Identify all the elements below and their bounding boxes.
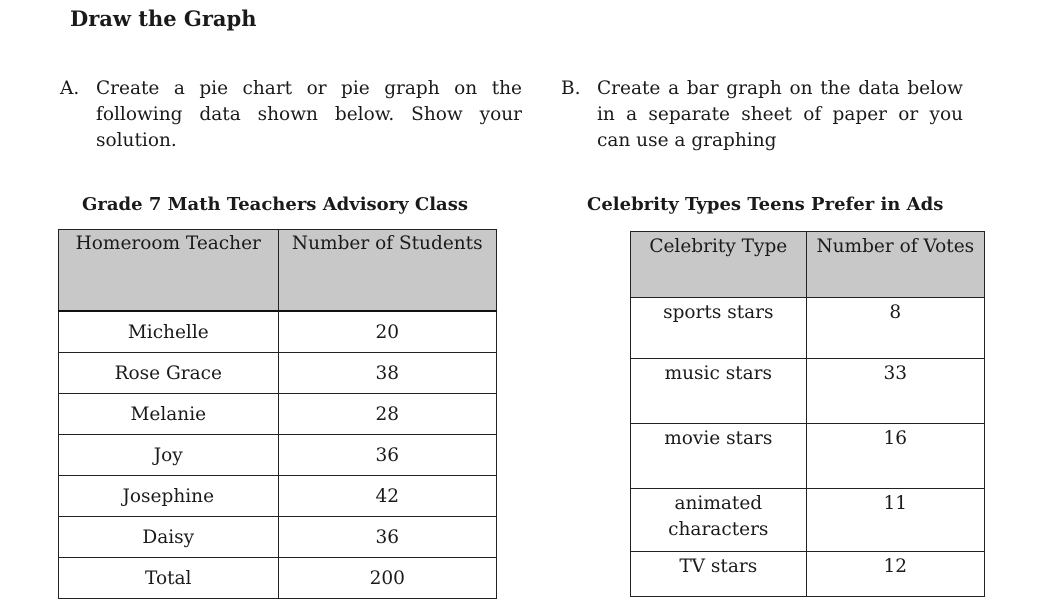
celebrity-types-table	[630, 231, 985, 597]
table-row	[59, 517, 497, 558]
votes-cell: 8	[806, 298, 984, 359]
celebrity-type-cell: movie stars	[631, 424, 807, 489]
column-header-teacher: Homeroom Teacher	[59, 230, 279, 312]
page-title: Draw the Graph	[70, 6, 257, 31]
table-row	[59, 394, 497, 435]
celebrity-type-cell: music stars	[631, 359, 807, 424]
table-row	[59, 435, 497, 476]
advisory-class-table	[58, 229, 497, 599]
table-b-caption: Celebrity Types Teens Prefer in Ads	[587, 194, 944, 215]
teacher-cell: Joy	[59, 435, 279, 476]
table-row	[59, 311, 497, 353]
teacher-cell: Michelle	[59, 311, 279, 353]
column-header-students: Number of Students	[278, 230, 496, 312]
table-row	[59, 353, 497, 394]
instruction-a	[60, 76, 522, 154]
votes-cell: 12	[806, 552, 984, 597]
table-row	[631, 359, 985, 424]
students-cell: 36	[278, 435, 496, 476]
table-header-row	[59, 230, 497, 312]
celebrity-type-cell: animated characters	[631, 489, 807, 552]
votes-cell: 11	[806, 489, 984, 552]
teacher-cell: Josephine	[59, 476, 279, 517]
votes-cell: 33	[806, 359, 984, 424]
column-header-votes: Number of Votes	[806, 232, 984, 298]
teacher-cell: Daisy	[59, 517, 279, 558]
instruction-b-text: Create a bar graph on the data below in a separate sheet of paper or you can use a graphing	[597, 78, 963, 151]
instruction-a-text: Create a pie chart or pie graph on the following data shown below. Show your solution.	[96, 78, 522, 151]
table-row	[631, 552, 985, 597]
total-label-cell: Total	[59, 558, 279, 599]
students-cell: 36	[278, 517, 496, 558]
table-row	[631, 424, 985, 489]
votes-cell: 16	[806, 424, 984, 489]
instruction-a-letter: A.	[60, 78, 80, 99]
students-cell: 42	[278, 476, 496, 517]
total-value-cell: 200	[278, 558, 496, 599]
column-header-celebrity-type: Celebrity Type	[631, 232, 807, 298]
teacher-cell: Rose Grace	[59, 353, 279, 394]
students-cell: 28	[278, 394, 496, 435]
table-row	[631, 298, 985, 359]
celebrity-type-cell: TV stars	[631, 552, 807, 597]
teacher-cell: Melanie	[59, 394, 279, 435]
table-header-row	[631, 232, 985, 298]
table-a-caption: Grade 7 Math Teachers Advisory Class	[82, 194, 468, 215]
students-cell: 20	[278, 311, 496, 353]
table-total-row	[59, 558, 497, 599]
students-cell: 38	[278, 353, 496, 394]
instruction-b-letter: B.	[561, 78, 581, 99]
table-row	[59, 476, 497, 517]
instruction-b	[561, 76, 963, 154]
celebrity-type-cell: sports stars	[631, 298, 807, 359]
table-row	[631, 489, 985, 552]
